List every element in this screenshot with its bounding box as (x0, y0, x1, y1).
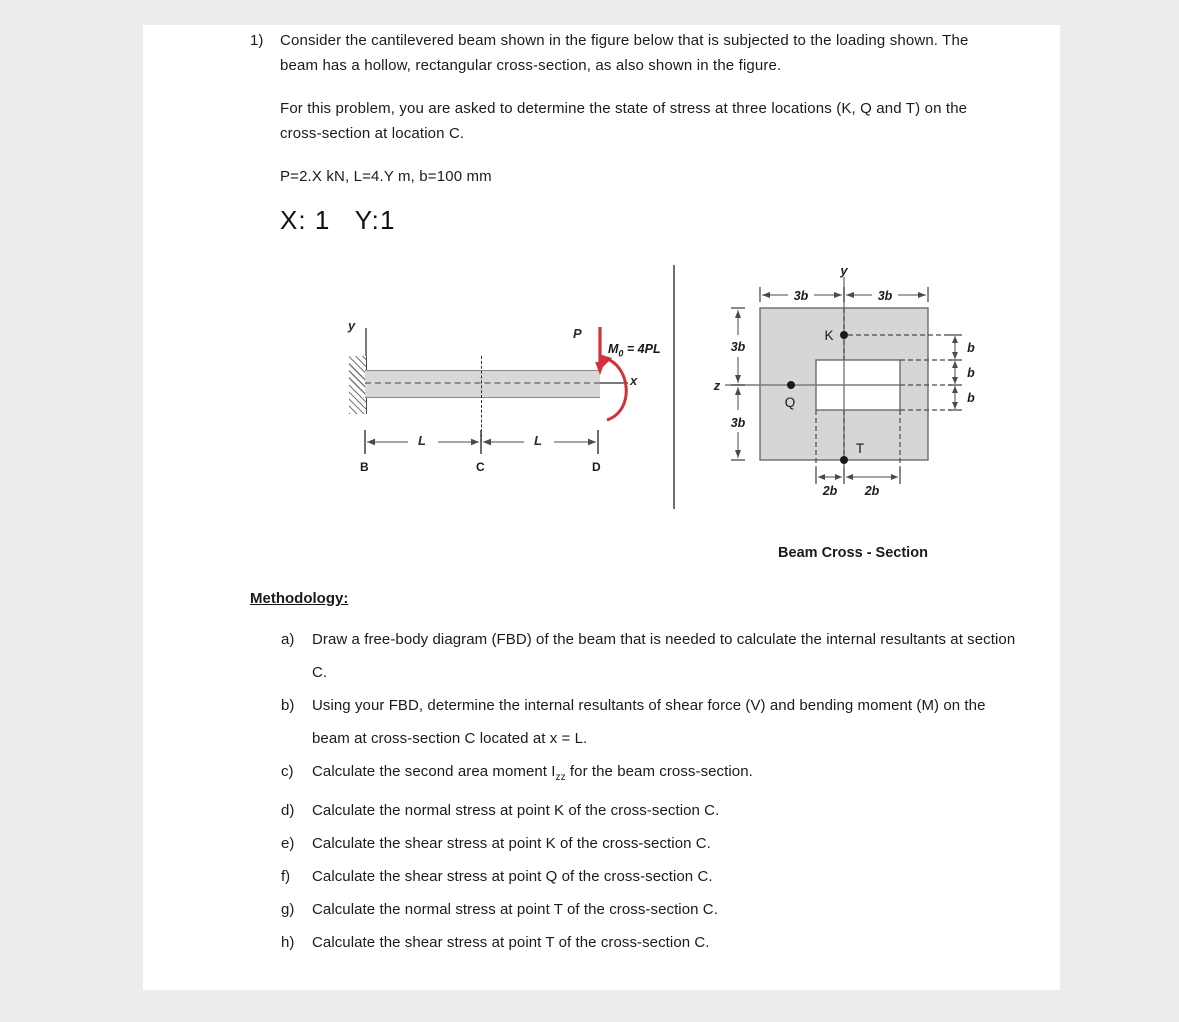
dim-tier2-label: b (967, 366, 975, 380)
problem-paragraph-2: For this problem, you are asked to determine the state of stress at three locations (K, Q and T) on the cross-section at location C. (280, 100, 968, 142)
methodology-text-b: Using your FBD, determine the internal resultants of shear force (V) and bending moment (M) on the beam at cross-section C located at x = L. (312, 697, 986, 747)
methodology-text-d: Calculate the normal stress at point K of the cross-section C. (312, 802, 720, 819)
problem-given-values: P=2.X kN, L=4.Y m, b=100 mm (280, 168, 492, 185)
methodology-text-h: Calculate the shear stress at point T of the cross-section C. (312, 934, 710, 951)
dim-inner-left-label: 2b (822, 484, 838, 498)
methodology-letter-d: d) (281, 802, 295, 819)
beam-dimension-right-label: L (534, 433, 542, 448)
beam-centerline (365, 382, 600, 384)
beam-y-axis-label: y (348, 318, 356, 333)
variable-assignment-line: X: 1 Y:1 (280, 205, 396, 235)
methodology-letter-f: f) (281, 868, 291, 885)
figures-block (143, 255, 1060, 561)
methodology-section (250, 590, 1020, 959)
methodology-title: Methodology: (250, 590, 349, 607)
methodology-letter-g: g) (281, 901, 295, 918)
cross-section-caption: Beam Cross - Section (778, 545, 928, 561)
dim-height-bottom-label: 3b (730, 416, 746, 430)
methodology-item-d (250, 794, 1020, 827)
load-p-label: P (573, 326, 582, 341)
point-k-label: K (824, 328, 834, 343)
methodology-letter-b: b) (281, 697, 295, 714)
document-page (143, 25, 1060, 990)
methodology-item-a (250, 623, 1020, 689)
dim-width-right-label: 3b (877, 289, 893, 303)
point-q-marker (787, 381, 795, 389)
methodology-text-e: Calculate the shear stress at point K of the cross-section C. (312, 835, 711, 852)
point-t-marker (840, 456, 848, 464)
moment-subscript: 0 (618, 348, 624, 359)
methodology-item-h (250, 926, 1020, 959)
applied-moment-label (608, 342, 661, 359)
problem-number: 1) (250, 32, 264, 49)
dim-width-left-label: 3b (793, 289, 809, 303)
beam-dimension-line (358, 430, 608, 456)
methodology-letter-h: h) (281, 934, 295, 951)
methodology-item-c (250, 755, 1020, 794)
beam-loading-figure (318, 310, 661, 510)
point-k-marker (840, 331, 848, 339)
dim-tier3-label: b (967, 391, 975, 405)
dim-inner-right-label: 2b (864, 484, 880, 498)
beam-node-label-c: C (476, 460, 485, 474)
methodology-letter-e: e) (281, 835, 295, 852)
methodology-item-b (250, 689, 1020, 755)
methodology-letter-c: c) (281, 763, 294, 780)
methodology-text-f: Calculate the shear stress at point Q of the cross-section C. (312, 868, 713, 885)
problem-statement (250, 28, 1010, 236)
cross-section-drawing (703, 255, 1003, 535)
dim-height-top-label: 3b (730, 340, 746, 354)
methodology-text-c-pre: Calculate the second area moment I (312, 763, 556, 780)
beam-node-label-d: D (592, 460, 601, 474)
point-t-label: T (855, 441, 865, 456)
problem-paragraph-1: Consider the cantilevered beam shown in the figure below that is subjected to the loading shown. The beam has a hollow, rectangular cross-section, as also shown in the figure. (280, 32, 969, 74)
cross-section-figure (703, 255, 1003, 555)
figure-divider (673, 265, 675, 509)
beam-dimension-left-label: L (418, 433, 426, 448)
dim-tier1-label: b (967, 341, 975, 355)
moment-value: = 4PL (623, 342, 661, 356)
methodology-text-c (312, 755, 1020, 794)
methodology-item-e (250, 827, 1020, 860)
methodology-text-g: Calculate the normal stress at point T of the cross-section C. (312, 901, 718, 918)
point-q-label: Q (784, 395, 796, 410)
section-y-axis-label: y (840, 263, 848, 278)
methodology-text-c-subscript: zz (555, 772, 566, 783)
section-z-axis-label: z (713, 378, 721, 393)
beam-body (365, 370, 600, 398)
beam-x-axis-label: x (630, 373, 638, 388)
applied-moment-arc-icon (590, 348, 644, 426)
beam-node-label-b: B (360, 460, 369, 474)
moment-symbol: M (608, 342, 619, 356)
methodology-item-g (250, 893, 1020, 926)
methodology-text-a: Draw a free-body diagram (FBD) of the beam that is needed to calculate the internal resultants at section C. (312, 631, 1016, 681)
methodology-letter-a: a) (281, 631, 295, 648)
methodology-text-c-post: for the beam cross-section. (565, 763, 753, 780)
methodology-item-f (250, 860, 1020, 893)
